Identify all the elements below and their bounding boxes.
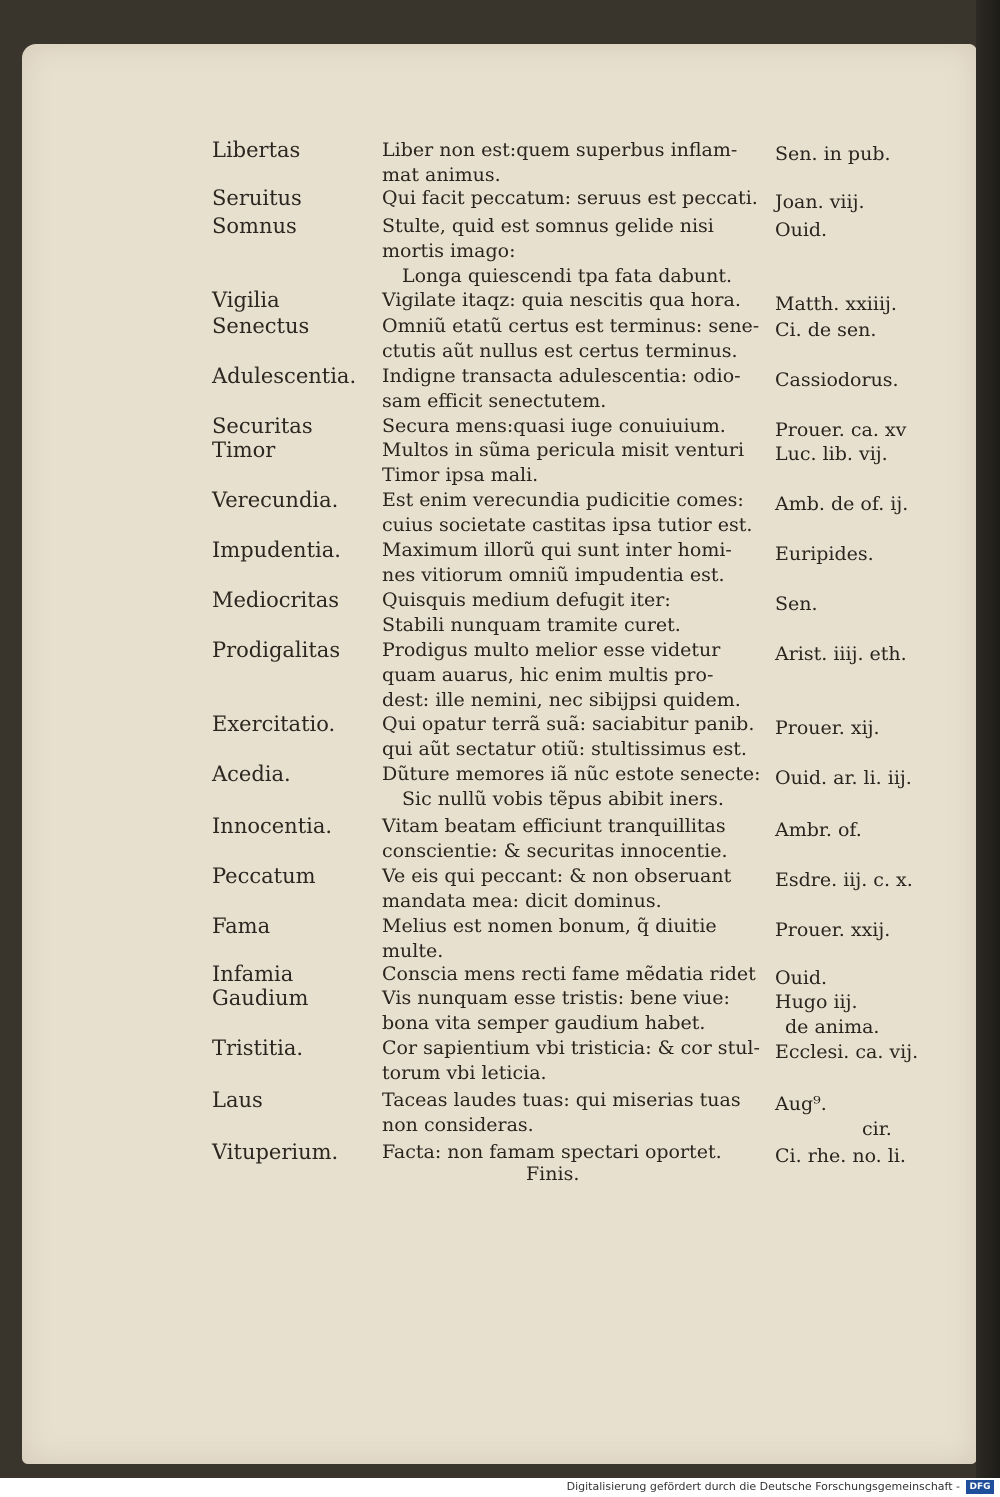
entry-term: Innocentia. [212,814,333,838]
quotation-line: Est enim verecundia pudicitie comes: [382,489,744,511]
entry-source: Ouid. [775,219,828,241]
entry-source: Luc. lib. vij. [775,443,888,465]
quotation-line: Stulte, quid est somnus gelide nisi [382,215,714,237]
entry-term: Securitas [212,414,313,438]
entry-term: Verecundia. [212,488,339,512]
entry-term: Adulescentia. [212,364,357,388]
quotation-line: Conscia mens recti fame mẽdatia ridet [382,963,756,985]
entry-source: Prouer. xij. [775,717,880,739]
quotation-line: mandata mea: dicit dominus. [382,890,662,912]
entry-source: Ci. de sen. [775,319,877,341]
entry-quotation [382,1036,772,1086]
entry-source: Joan. viij. [775,191,865,213]
entry-quotation [382,288,772,313]
entry-source: Ci. rhe. no. li. [775,1145,906,1167]
quotation-line: dest: ille nemini, nec sibijpsi quidem. [382,689,741,711]
quotation-line: Omniũ etatũ certus est terminus: sene- [382,315,760,337]
entry-quotation [382,864,772,914]
quotation-line: qui aũt sectatur otiũ: stultissimus est. [382,738,747,760]
quotation-line: sam efficit senectutem. [382,390,607,412]
entry-source: Ouid. ar. li. iij. [775,767,912,789]
entry-source: Hugo iij. [775,991,858,1013]
entry-quotation [382,814,772,864]
entry-source: Ouid. [775,967,828,989]
entry-quotation [382,488,772,538]
entry-term: Senectus [212,314,310,338]
quotation-line: Vis nunquam esse tristis: bene viue: [382,987,730,1009]
entry-term: Peccatum [212,864,316,888]
quotation-line: Secura mens:quasi iuge conuiuium. [382,415,726,437]
entry-source: Cassiodorus. [775,369,899,391]
entry-source-continued: de anima. [785,1016,880,1038]
quotation-line: Qui facit peccatum: seruus est peccati. [382,187,758,209]
entry-term: Prodigalitas [212,638,341,662]
entry-quotation [382,962,772,987]
entry-source: Matth. xxiiij. [775,293,897,315]
entry-quotation [382,538,772,588]
entry-quotation [382,986,772,1036]
entry-source: Sen. [775,593,818,615]
quotation-line: mat animus. [382,164,501,186]
quotation-line: Prodigus multo melior esse videtur [382,639,721,661]
entry-term: Fama [212,914,271,938]
quotation-line: cuius societate castitas ipsa tutior est. [382,514,753,536]
entry-term: Vigilia [212,288,280,312]
entry-source: Esdre. iij. c. x. [775,869,913,891]
entry-quotation [382,1088,772,1138]
entry-quotation [382,638,772,713]
entry-source: Ambr. of. [775,819,862,841]
entry-term: Mediocritas [212,588,339,612]
quotation-line: Vigilate itaqz: quia nescitis qua hora. [382,289,741,311]
finis-label: Finis. [526,1163,580,1185]
entry-term: Libertas [212,138,301,162]
book-spine [976,0,1000,1497]
entry-quotation [382,414,772,439]
quotation-line: Dũture memores iã nũc estote senecte: [382,763,761,785]
entry-term: Gaudium [212,986,309,1010]
quotation-line: ctutis aũt nullus est certus terminus. [382,340,738,362]
quotation-line: Quisquis medium defugit iter: [382,589,671,611]
quotation-line: Qui opatur terrã suã: saciabitur panib. [382,713,755,735]
entry-term: Acedia. [212,762,291,786]
quotation-line: Multos in sũma pericula misit venturi [382,439,745,461]
entry-term: Somnus [212,214,297,238]
quotation-line: Facta: non famam spectari oportet. [382,1141,722,1163]
entry-quotation [382,438,772,488]
quotation-line: Taceas laudes tuas: qui miserias tuas [382,1089,741,1111]
entry-quotation [382,186,772,211]
quotation-line: Indigne transacta adulescentia: odio- [382,365,741,387]
quotation-line: Vitam beatam efficiunt tranquillitas [382,815,726,837]
entry-term: Exercitatio. [212,712,336,736]
quotation-line: quam auarus, hic enim multis pro- [382,664,714,686]
entry-quotation [382,314,772,364]
entry-source: Aug⁹. [775,1093,827,1115]
entry-term: Timor [212,438,276,462]
entry-quotation [382,1140,772,1165]
entry-quotation [382,914,772,964]
entry-source: Ecclesi. ca. vij. [775,1041,919,1063]
quotation-line: Longa quiescendi tpa fata dabunt. [402,265,733,287]
entry-source: Prouer. ca. xv [775,419,907,441]
quotation-line: mortis imago: [382,240,516,262]
entry-source: Prouer. xxij. [775,919,891,941]
entry-quotation [382,762,772,812]
entry-quotation [382,712,772,762]
entry-term: Impudentia. [212,538,341,562]
quotation-line: non consideras. [382,1114,534,1136]
entry-quotation [382,364,772,414]
quotation-line: nes vitiorum omniũ impudentia est. [382,564,725,586]
entry-term: Vituperium. [212,1140,339,1164]
entry-term: Seruitus [212,186,302,210]
quotation-line: multe. [382,940,444,962]
quotation-line: Sic nullũ vobis tẽpus abibit iners. [402,788,724,810]
dfg-logo-icon[interactable]: DFG [966,1480,994,1494]
quotation-line: Melius est nomen bonum, q̃ diuitie [382,915,717,937]
quotation-line: Stabili nunquam tramite curet. [382,614,681,636]
entry-quotation [382,214,772,289]
entry-source: Euripides. [775,543,874,565]
entry-term: Laus [212,1088,263,1112]
quotation-line: Maximum illorũ qui sunt inter homi- [382,539,732,561]
entry-quotation [382,138,772,188]
quotation-line: Cor sapientium vbi tristicia: & cor stul- [382,1037,760,1059]
entry-source: Arist. iiij. eth. [775,643,907,665]
entry-source: Sen. in pub. [775,143,891,165]
quotation-line: Ve eis qui peccant: & non obseruant [382,865,732,887]
quotation-line: torum vbi leticia. [382,1062,547,1084]
quotation-line: conscientie: & securitas innocentie. [382,840,728,862]
entry-term: Tristitia. [212,1036,304,1060]
entry-quotation [382,588,772,638]
marginal-note: cir. [862,1118,892,1140]
quotation-line: Timor ipsa mali. [382,464,539,486]
quotation-line: Liber non est:quem superbus inflam- [382,139,738,161]
entry-term: Infamia [212,962,294,986]
footer-credit[interactable]: Digitalisierung gefördert durch die Deutsche Forschungsgemeinschaft - [566,1480,960,1493]
entry-source: Amb. de of. ij. [775,493,909,515]
quotation-line: bona vita semper gaudium habet. [382,1012,706,1034]
